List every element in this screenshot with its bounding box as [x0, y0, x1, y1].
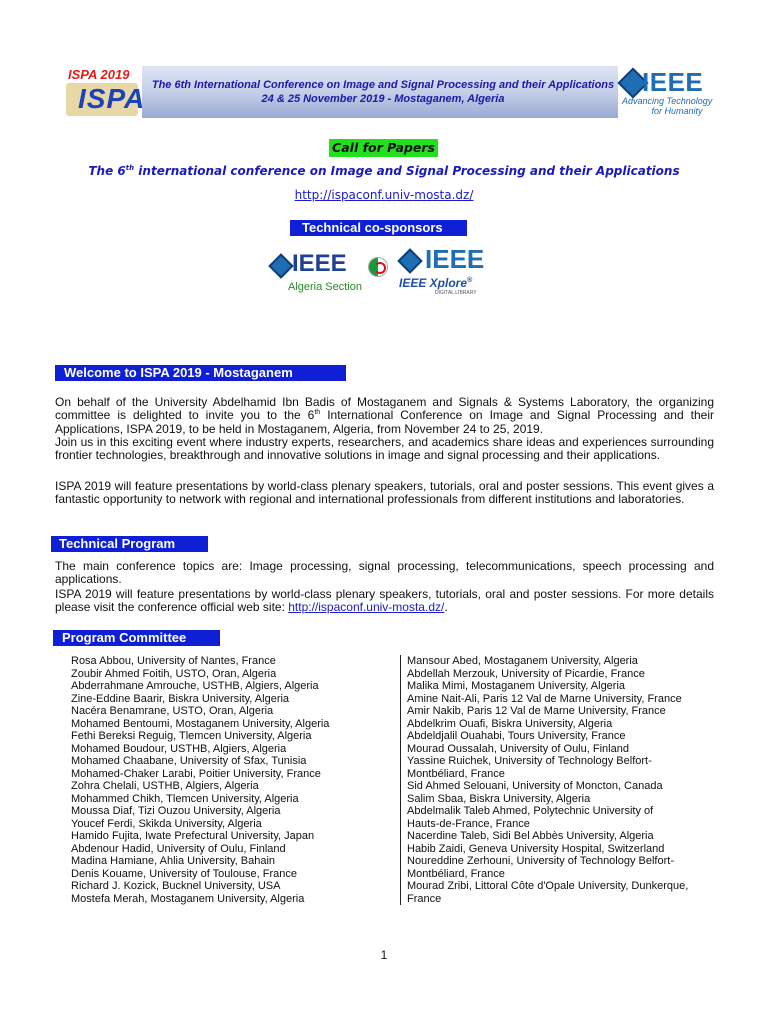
crescent-icon [374, 262, 386, 274]
algeria-flag-icon [368, 257, 388, 277]
ieee-algeria-section-logo [268, 250, 392, 294]
committee-member: France [407, 892, 442, 905]
ieee-xplore-caption [399, 276, 472, 290]
conference-title-prefix: The 6 [88, 164, 126, 178]
page-number: 1 [380, 948, 388, 962]
committee-member: Abdeldjalil Ouahabi, Tours University, France [407, 730, 626, 742]
technical-program-website-link[interactable]: http://ispaconf.univ-mosta.dz/ [288, 600, 445, 615]
committee-member: Zine-Eddine Baarir, Biskra University, Algeria [71, 692, 290, 705]
committee-member: Mohamed-Chaker Larabi, Poitier University, France [71, 767, 321, 780]
technical-program-paragraph-1: The main conference topics are: Image processing, signal processing, telecommunications, speech processing and applications. [55, 559, 714, 587]
committee-member: Habib Zaidi, Geneva University Hospital, Switzerland [407, 842, 665, 855]
committee-member: Madina Hamiane, Ahlia University, Bahain [71, 855, 276, 867]
committee-member: Nacéra Benamrane, USTO, Oran, Algeria [71, 705, 274, 717]
committee-member: Moussa Diaf, Tizi Ouzou University, Algeria [71, 805, 281, 817]
ieee-logo [618, 66, 712, 118]
registered-mark: ® [467, 277, 473, 284]
technical-program-p2-text: ISPA 2019 will feature presentations by world-class plenary speakers, tutorials, oral and poster sessions. For more details please visit the conference official web site: [55, 587, 714, 615]
ispa-year-label: ISPA 2019 [68, 67, 130, 82]
ispa-logo-text: ISPA [78, 83, 146, 114]
committee-member: Mourad Zribi, Littoral Côte d'Opale University, Dunkerque, [407, 880, 689, 892]
conference-title [0, 164, 768, 178]
committee-member: Abdelmalik Taleb Ahmed, Polytechnic University of [407, 805, 654, 817]
welcome-paragraph-2: Join us in this exciting event where industry experts, researchers, and academics share ideas and experiences surrounding frontier technologies, breakthrough and innovative solutions in image and signal processing and their applications. [55, 435, 714, 463]
welcome-p1-sup: th [314, 409, 321, 417]
committee-member: Mourad Oussalah, University of Oulu, Finland [407, 742, 629, 755]
ieee-diamond-icon [397, 248, 422, 273]
ieee-tagline-line1: Advancing Technology [622, 96, 713, 106]
conference-title-sup: th [125, 164, 135, 172]
committee-member: Mohamed Boudour, USTHB, Algiers, Algeria [71, 742, 287, 755]
conference-website-link[interactable]: http://ispaconf.univ-mosta.dz/ [294, 188, 474, 202]
ieee-xplore-logo [397, 246, 501, 296]
committee-member: Montbéliard, France [407, 767, 505, 780]
welcome-paragraph-1 [55, 396, 714, 436]
committee-member: Denis Kouame, University of Toulouse, France [71, 867, 298, 880]
ieee-tagline-line2: for Humanity [651, 106, 703, 116]
technical-program-p2-end: . [444, 600, 448, 615]
banner-title: The 6th International Conference on Image and Signal Processing and their Applications [151, 79, 615, 91]
ieee-diamond-icon [268, 253, 293, 278]
conference-title-suffix: international conference on Image and Signal Processing and their Applications [134, 164, 680, 178]
committee-member: Abdenour Hadid, University of Oulu, Finland [71, 842, 286, 855]
committee-member: Mohamed Chaabane, University of Sfax, Tunisia [71, 755, 307, 767]
committee-member: Richard J. Kozick, Bucknel University, USA [71, 880, 281, 892]
committee-left-column [71, 655, 329, 905]
call-for-papers-label: Call for Papers [329, 139, 438, 157]
committee-member: Hamido Fujita, Iwate Prefectural University, Japan [71, 830, 315, 842]
committee-column-divider [400, 655, 401, 905]
committee-right-column [407, 655, 688, 905]
committee-member: Mansour Abed, Mostaganem University, Algeria [407, 655, 638, 667]
committee-member: Malika Mimi, Mostaganem University, Algeria [407, 680, 626, 692]
ieee-xplore-caption-text: IEEE Xplore [399, 276, 468, 290]
ieee-algeria-caption: Algeria Section [288, 281, 362, 293]
ieee-wordmark: IEEE [642, 67, 704, 97]
committee-member: Youcef Ferdi, Skikda University, Algeria [71, 817, 262, 830]
committee-member: Sid Ahmed Selouani, University of Moncton, Canada [407, 780, 663, 792]
committee-member: Mohamed Bentoumi, Mostaganem University, Algeria [71, 717, 330, 730]
ieee-xplore-wordmark: IEEE [425, 244, 485, 274]
committee-member: Amir Nakib, Paris 12 Val de Marne University, France [407, 705, 666, 717]
section-technical-cosponsors: Technical co-sponsors [290, 220, 467, 236]
committee-member: Zoubir Ahmed Foitih, USTO, Oran, Algeria [71, 667, 277, 680]
welcome-p1-text-cont: International Conference on Image and Signal Processing and their Applications, ISPA 2019, to be held in Mostaganem, Algeria, from November 24 to 25, 2019. [55, 408, 714, 436]
committee-member: Amine Nait-Ali, Paris 12 Val de Marne University, France [407, 692, 682, 705]
ispa-logo-block [62, 66, 146, 118]
committee-member: Rosa Abbou, University of Nantes, France [71, 655, 276, 667]
committee-member: Salim Sbaa, Biskra University, Algeria [407, 792, 591, 805]
committee-member: Noureddine Zerhouni, University of Technology Belfort- [407, 855, 674, 867]
committee-member: Mohammed Chikh, Tlemcen University, Algeria [71, 792, 299, 805]
committee-member: Zohra Chelali, USTHB, Algiers, Algeria [71, 780, 259, 792]
section-welcome: Welcome to ISPA 2019 - Mostaganem [55, 365, 346, 381]
ispa-logo [66, 83, 146, 116]
technical-program-paragraph-2 [55, 588, 714, 615]
welcome-p1-text: On behalf of the University Abdelhamid Ibn Badis of Mostaganem and Signals & Systems Laboratory, the organizing committee is delighted to invite you to the 6 [55, 395, 714, 423]
section-program-committee: Program Committee [53, 630, 220, 646]
committee-member: Hauts-de-France, France [407, 817, 530, 830]
committee-member: Montbéliard, France [407, 867, 505, 880]
ieee-xplore-small-caption: DIGITAL LIBRARY [435, 290, 477, 296]
committee-member: Abdellah Merzouk, University of Picardie, France [407, 667, 645, 680]
committee-member: Abdelkrim Ouafi, Biskra University, Algeria [407, 717, 613, 730]
committee-member: Fethi Bereksi Reguig, Tlemcen University, Algeria [71, 730, 312, 742]
banner-dates-location: 24 & 25 November 2019 - Mostaganem, Algeria [261, 93, 505, 105]
committee-member: Abderrahmane Amrouche, USTHB, Algiers, Algeria [71, 680, 319, 692]
section-technical-program: Technical Program [51, 536, 208, 552]
header-banner [62, 66, 712, 118]
committee-member: Yassine Ruichek, University of Technology Belfort- [407, 755, 652, 767]
committee-member: Mostefa Merah, Mostaganem University, Algeria [71, 892, 305, 905]
committee-member: Nacerdine Taleb, Sidi Bel Abbès University, Algeria [407, 830, 654, 842]
welcome-paragraph-3: ISPA 2019 will feature presentations by world-class plenary speakers, tutorials, oral and poster sessions. This event gives a fantastic opportunity to network with regional and international professionals from different institutions and laboratories. [55, 479, 714, 507]
ieee-algeria-wordmark: IEEE [292, 250, 347, 277]
